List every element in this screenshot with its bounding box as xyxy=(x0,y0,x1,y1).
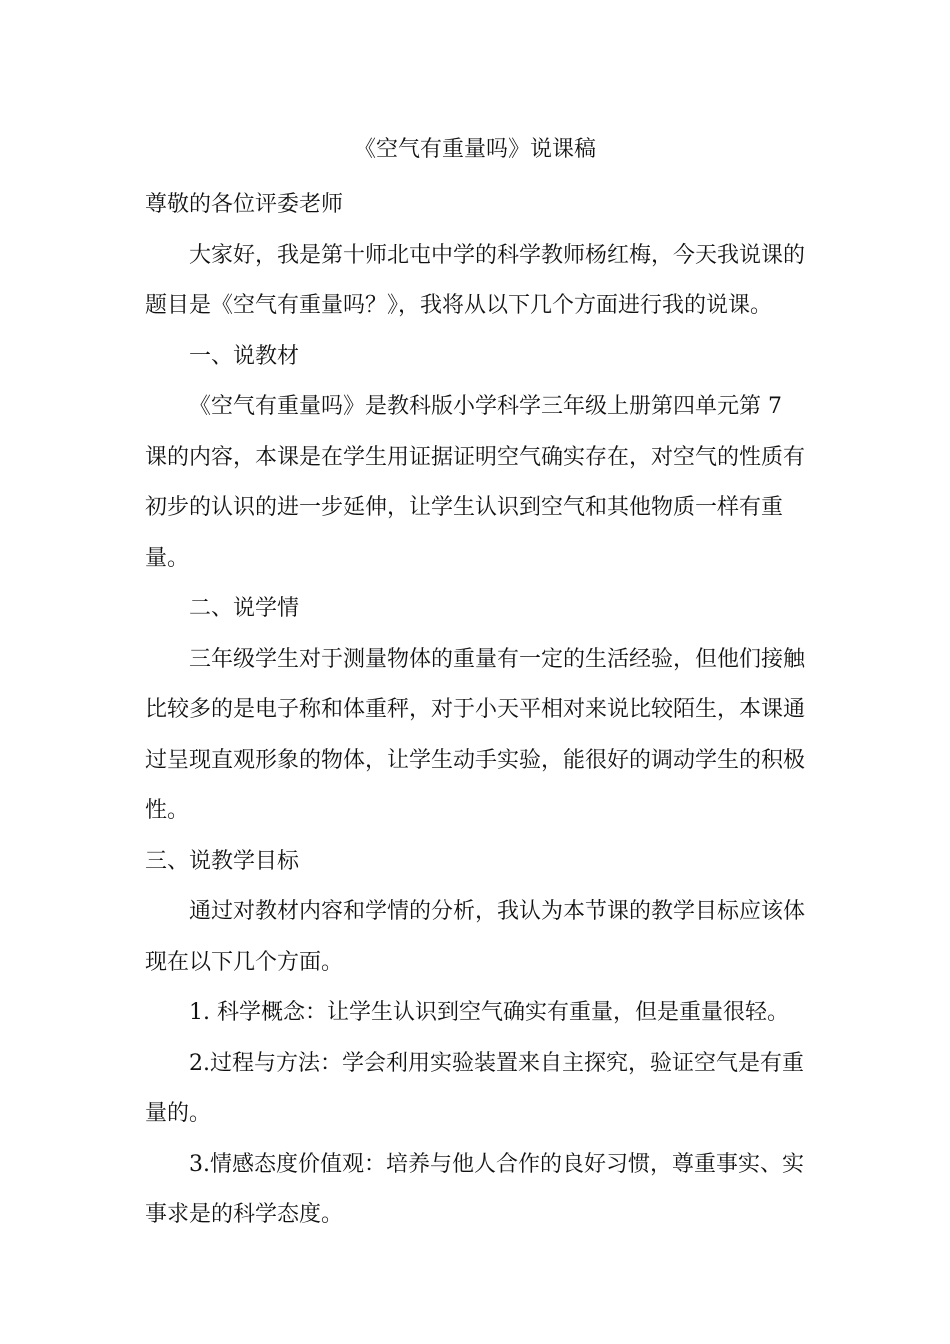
section-heading-teaching-material: 一、说教材 xyxy=(189,343,300,369)
section-heading-student-analysis: 二、说学情 xyxy=(189,596,300,621)
section-heading-teaching-goals: 三、说教学目标 xyxy=(145,848,300,874)
intro-paragraph: 大家好，我是第十师北屯中学的科学教师杨红梅，今天我说课的题目是《空气有重量吗？》，我将从以下几个方面进行我的说课。 xyxy=(145,242,806,318)
teaching-goals-paragraph: 通过对教材内容和学情的分析，我认为本节课的教学目标应该体现在以下几个方面。 xyxy=(145,899,806,975)
document-title: 《空气有重量吗》说课稿 xyxy=(353,137,596,162)
goal-item-1: 1. 科学概念：让学生认识到空气确实有重量，但是重量很轻。 xyxy=(189,1000,789,1025)
goal-item-2: 2.过程与方法：学会利用实验装置来自主探究，验证空气是有重量的。 xyxy=(145,1050,804,1126)
student-analysis-paragraph: 三年级学生对于测量物体的重量有一定的生活经验，但他们接触比较多的是电子称和体重秤，对于小天平相对来说比较陌生，本课通过呈现直观形象的物体，让学生动手实验，能很好的调动学生的积极性。 xyxy=(145,646,806,823)
teaching-material-paragraph: 《空气有重量吗》是教科版小学科学三年级上册第四单元第 7 课的内容，本课是在学生用证据证明空气确实存在，对空气的性质有初步的认识的进一步延伸，让学生认识到空气和其他物质一样有重量。 xyxy=(145,394,806,571)
goal-item-3: 3.情感态度价值观：培养与他人合作的良好习惯，尊重事实、实事求是的科学态度。 xyxy=(145,1151,804,1227)
document-body xyxy=(145,180,810,1241)
greeting: 尊敬的各位评委老师 xyxy=(145,192,344,217)
